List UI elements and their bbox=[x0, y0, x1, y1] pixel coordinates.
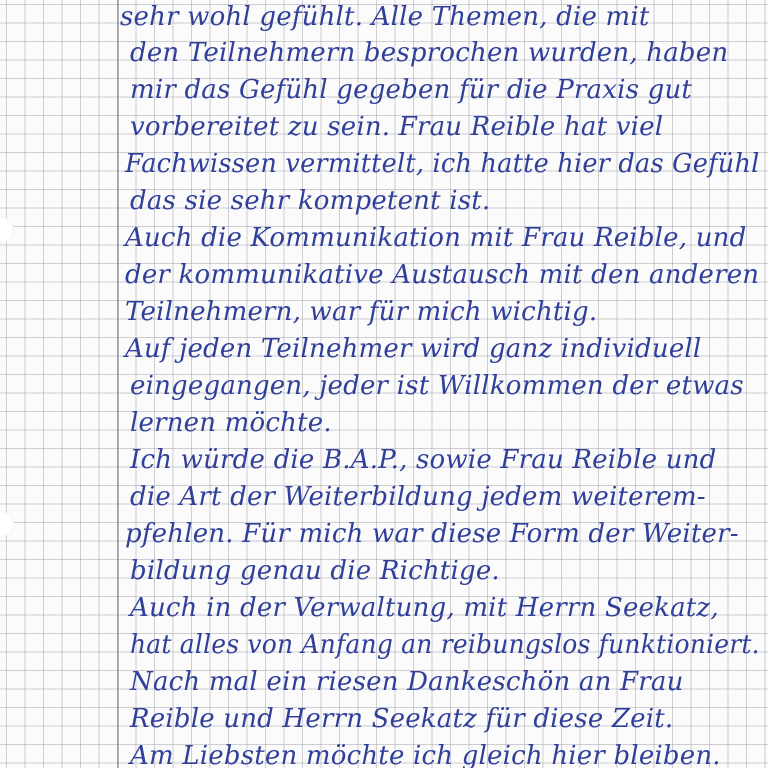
text-line: hat alles von Anfang an reibungslos funktioniert. bbox=[130, 630, 760, 660]
text-line: mir das Gefühl gegeben für die Praxis gut bbox=[130, 75, 693, 105]
text-line: der kommunikative Austausch mit den anderen bbox=[125, 260, 760, 290]
text-line: sehr wohl gefühlt. Alle Themen, die mit bbox=[120, 2, 650, 32]
text-line: Auf jeden Teilnehmer wird ganz individuell bbox=[125, 334, 702, 364]
text-line: lernen möchte. bbox=[130, 408, 332, 438]
text-line: das sie sehr kompetent ist. bbox=[130, 186, 491, 216]
text-line: Ich würde die B.A.P., sowie Frau Reible und bbox=[130, 445, 717, 475]
text-line: Auch die Kommunikation mit Frau Reible, und bbox=[125, 223, 747, 253]
text-line: bildung genau die Richtige. bbox=[130, 556, 500, 586]
text-line: eingegangen, jeder ist Willkommen der etwas bbox=[130, 371, 744, 401]
text-line: Teilnehmern, war für mich wichtig. bbox=[125, 297, 598, 327]
text-line: Reible und Herrn Seekatz für diese Zeit. bbox=[130, 704, 674, 734]
text-line: Auch in der Verwaltung, mit Herrn Seekatz, bbox=[130, 593, 719, 623]
text-line: den Teilnehmern besprochen wurden, haben bbox=[130, 38, 729, 68]
text-line: Am Liebsten möchte ich gleich hier bleiben. bbox=[130, 741, 721, 768]
text-line: vorbereitet zu sein. Frau Reible hat viel bbox=[130, 112, 664, 142]
text-line: Nach mal ein riesen Dankeschön an Frau bbox=[130, 667, 684, 697]
text-line: pfehlen. Für mich war diese Form der Weiter- bbox=[125, 519, 739, 549]
text-line: Fachwissen vermittelt, ich hatte hier das Gefühl bbox=[125, 149, 760, 179]
text-line: die Art der Weiterbildung jedem weiterem- bbox=[130, 482, 706, 512]
